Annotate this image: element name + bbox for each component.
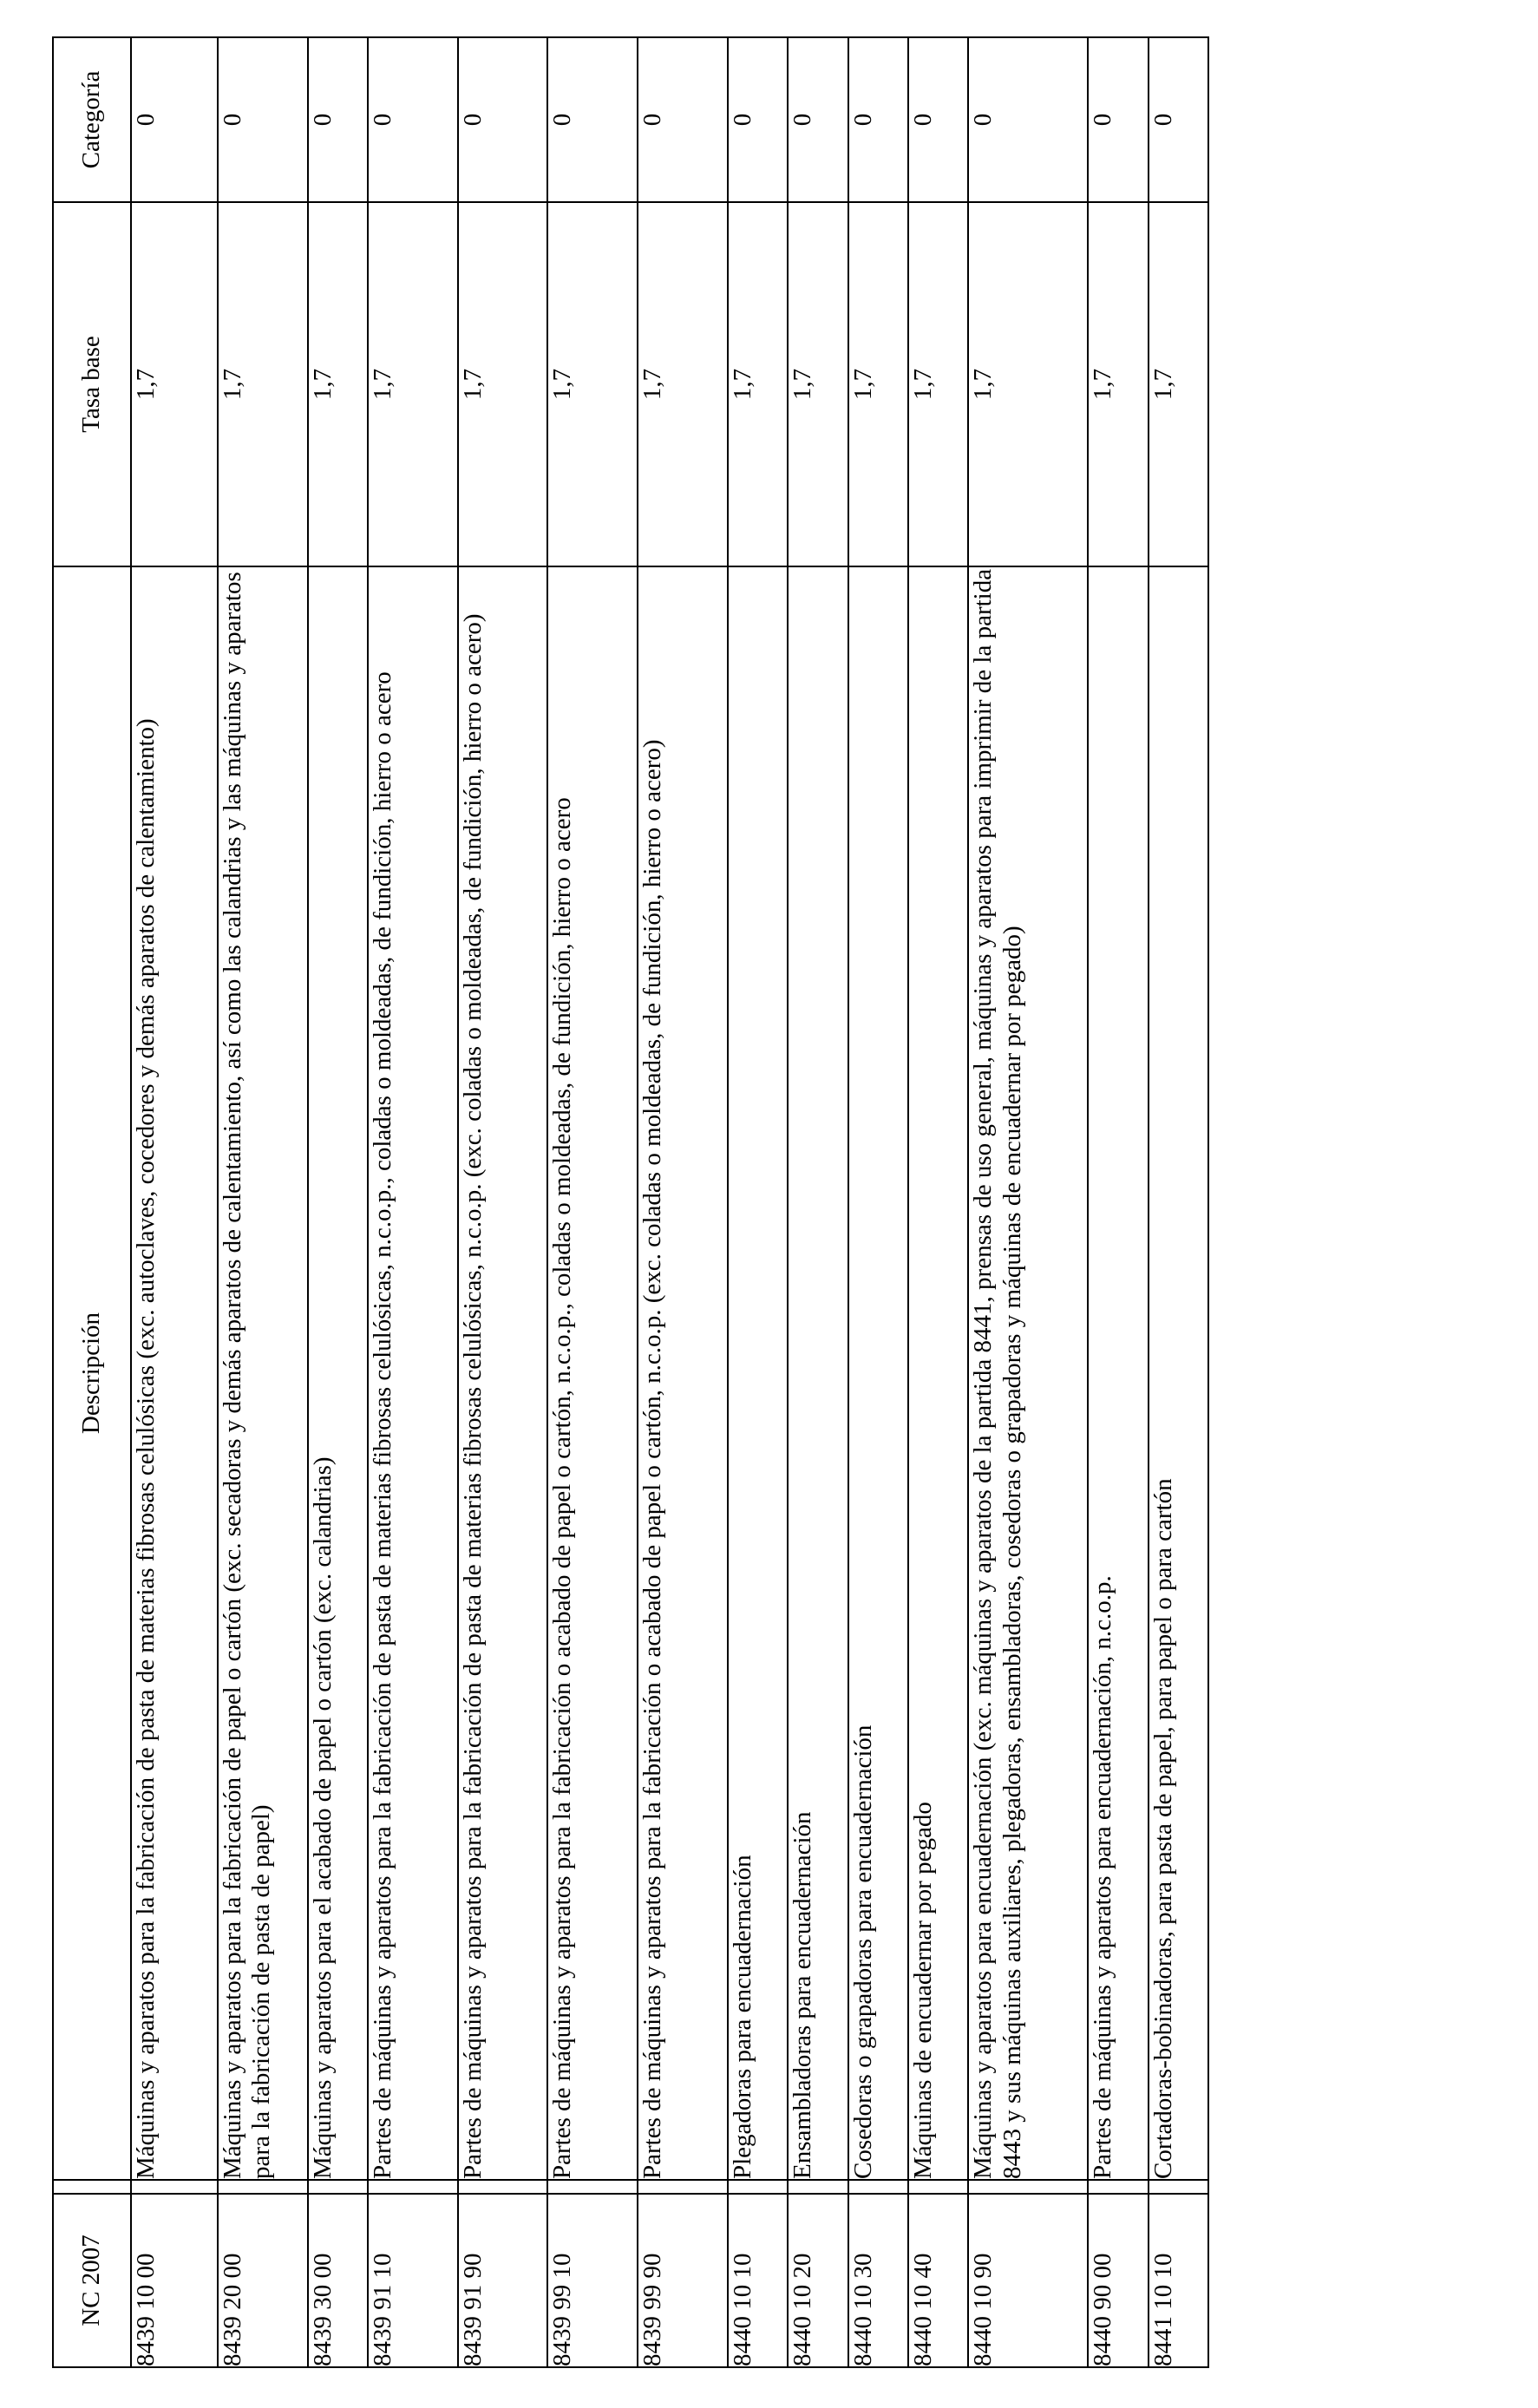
cell-base-rate: 1,7 [638,202,728,566]
cell-category: 0 [728,37,788,202]
cell-category: 0 [308,37,368,202]
cell-base-rate: 1,7 [308,202,368,566]
cell-spacer [968,2180,1088,2194]
table-row [458,37,548,2367]
cell-description: Cortadoras-bobinadoras, para pasta de papel, para papel o para cartón [1149,566,1208,2180]
cell-category: 0 [458,37,548,202]
cell-category: 0 [218,37,308,202]
table-row [308,37,368,2367]
cell-base-rate: 1,7 [458,202,548,566]
table-row [1088,37,1148,2367]
cell-description: Máquinas y aparatos para la fabricación de pasta de materias fibrosas celulósicas (exc. autoclaves, cocedores y demás aparatos de calentamiento) [131,566,218,2180]
cell-base-rate: 1,7 [728,202,788,566]
header-description: Descripción [53,566,131,2180]
cell-category: 0 [908,37,968,202]
cell-description: Plegadoras para encuadernación [728,566,788,2180]
cell-code: 8439 99 90 [638,2194,728,2367]
cell-base-rate: 1,7 [1149,202,1208,566]
cell-description: Partes de máquinas y aparatos para la fabricación de pasta de materias fibrosas celulósicas, n.c.o.p. (exc. coladas o moldeadas, de fundición, hierro o acero) [458,566,548,2180]
table-row [218,37,308,2367]
table-row [131,37,218,2367]
cell-code: 8440 10 10 [728,2194,788,2367]
cell-description: Máquinas y aparatos para la fabricación de papel o cartón (exc. secadoras y demás aparatos de calentamiento, así como las calandrias y las máquinas y aparatos para la fabricación de pasta de papel) [218,566,308,2180]
header-code: NC 2007 [53,2194,131,2367]
cell-description: Partes de máquinas y aparatos para la fabricación o acabado de papel o cartón, n.c.o.p. (exc. coladas o moldeadas, de fundición, hierro o acero) [638,566,728,2180]
cell-spacer [728,2180,788,2194]
cell-base-rate: 1,7 [131,202,218,566]
cell-base-rate: 1,7 [788,202,848,566]
cell-description: Cosedoras o grapadoras para encuadernación [848,566,908,2180]
cell-spacer [788,2180,848,2194]
header-row [53,37,131,2367]
cell-description: Partes de máquinas y aparatos para la fabricación de pasta de materias fibrosas celulósicas, n.c.o.p., coladas o moldeadas, de fundición, hierro o acero [368,566,458,2180]
cell-category: 0 [368,37,458,202]
table-row [968,37,1088,2367]
table-row [908,37,968,2367]
cell-code: 8439 99 10 [547,2194,638,2367]
cell-code: 8441 10 10 [1149,2194,1208,2367]
cell-spacer [638,2180,728,2194]
cell-base-rate: 1,7 [368,202,458,566]
cell-spacer [368,2180,458,2194]
cell-spacer [218,2180,308,2194]
cell-category: 0 [788,37,848,202]
cell-code: 8440 90 00 [1088,2194,1148,2367]
cell-base-rate: 1,7 [218,202,308,566]
cell-description: Partes de máquinas y aparatos para la fabricación o acabado de papel o cartón, n.c.o.p., coladas o moldeadas, de fundición, hierro o acero [547,566,638,2180]
cell-category: 0 [1088,37,1148,202]
cell-code: 8440 10 40 [908,2194,968,2367]
cell-code: 8440 10 90 [968,2194,1088,2367]
table-row [368,37,458,2367]
table-row [638,37,728,2367]
cell-spacer [1088,2180,1148,2194]
cell-base-rate: 1,7 [968,202,1088,566]
header-category: Categoría [53,37,131,202]
cell-category: 0 [131,37,218,202]
cell-spacer [848,2180,908,2194]
cell-code: 8439 10 00 [131,2194,218,2367]
cell-spacer [547,2180,638,2194]
cell-code: 8439 30 00 [308,2194,368,2367]
table-row [788,37,848,2367]
cell-spacer [131,2180,218,2194]
cell-base-rate: 1,7 [547,202,638,566]
cell-description: Máquinas y aparatos para el acabado de papel o cartón (exc. calandrias) [308,566,368,2180]
table-row [1149,37,1208,2367]
cell-spacer [308,2180,368,2194]
header-spacer [53,2180,131,2194]
cell-description: Partes de máquinas y aparatos para encuadernación, n.c.o.p. [1088,566,1148,2180]
tariff-table [52,36,1209,2368]
cell-code: 8439 91 10 [368,2194,458,2367]
cell-category: 0 [848,37,908,202]
cell-base-rate: 1,7 [1088,202,1148,566]
cell-code: 8439 91 90 [458,2194,548,2367]
cell-category: 0 [638,37,728,202]
cell-spacer [458,2180,548,2194]
cell-code: 8440 10 20 [788,2194,848,2367]
cell-base-rate: 1,7 [908,202,968,566]
cell-spacer [1149,2180,1208,2194]
table-row [848,37,908,2367]
cell-spacer [908,2180,968,2194]
table-row [728,37,788,2367]
cell-description: Máquinas y aparatos para encuadernación (exc. máquinas y aparatos de la partida 8441, prensas de uso general, máquinas y aparatos para imprimir de la partida 8443 y sus máquinas auxiliares, plegadoras, ensambladoras, cosedoras o grapadoras y máquinas de encuadernar por pegado) [968,566,1088,2180]
cell-description: Máquinas de encuadernar por pegado [908,566,968,2180]
cell-category: 0 [968,37,1088,202]
cell-base-rate: 1,7 [848,202,908,566]
cell-category: 0 [1149,37,1208,202]
cell-code: 8439 20 00 [218,2194,308,2367]
cell-code: 8440 10 30 [848,2194,908,2367]
cell-category: 0 [547,37,638,202]
cell-description: Ensambladoras para encuadernación [788,566,848,2180]
table-row [547,37,638,2367]
header-base-rate: Tasa base [53,202,131,566]
